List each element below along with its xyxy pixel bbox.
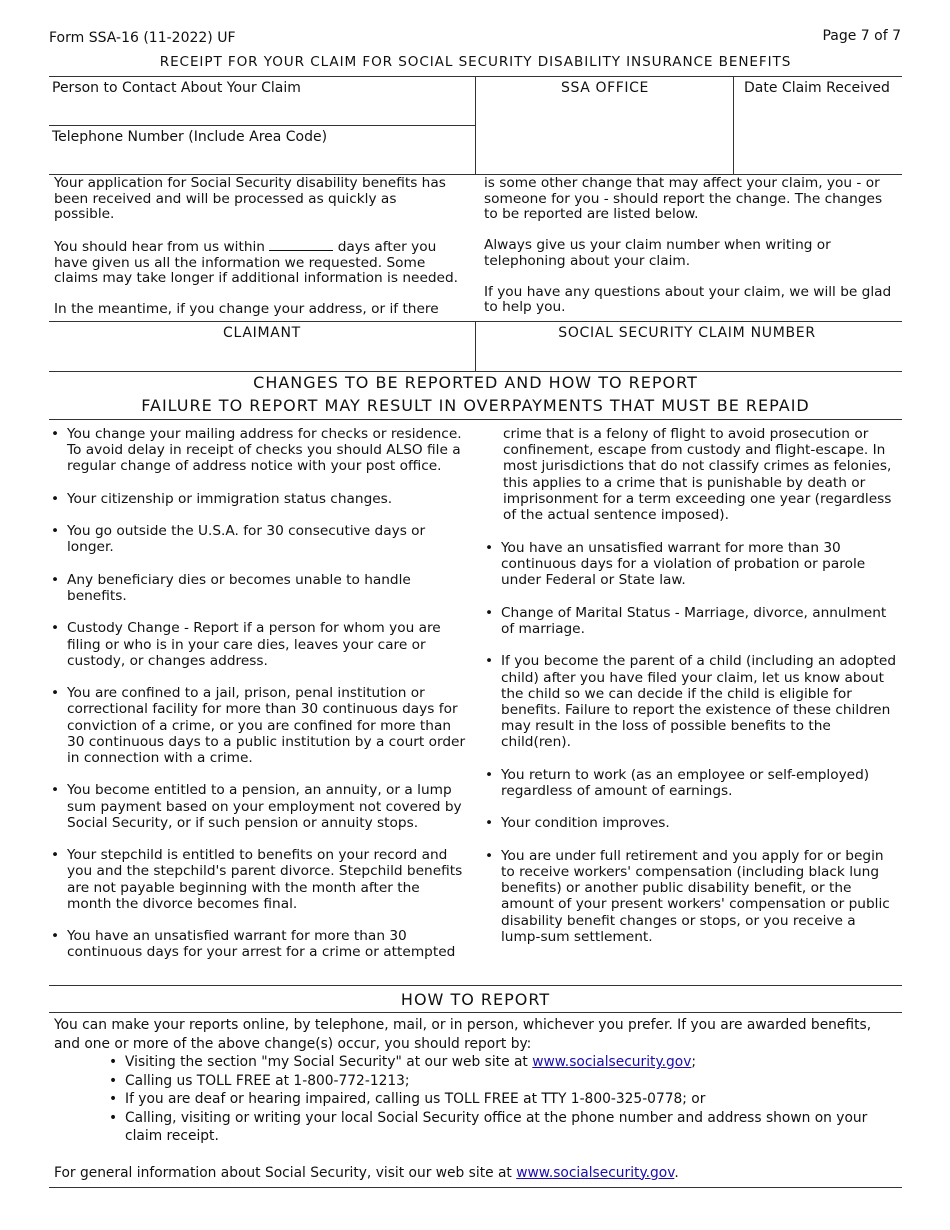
bullet: • bbox=[485, 815, 494, 832]
change-item-text: You go outside the U.S.A. for 30 consecutive days or longer. bbox=[67, 523, 426, 556]
bullet: • bbox=[485, 540, 494, 556]
bullet: • bbox=[51, 620, 60, 637]
change-item-text: You become entitled to a pension, an annuity, or a lump sum payment based on your employment not covered by Social Security, or if such pension or annuity stops. bbox=[67, 782, 462, 831]
divider bbox=[49, 125, 476, 126]
spacer bbox=[54, 1146, 900, 1164]
receipt-paragraph bbox=[54, 238, 459, 287]
receipt-paragraph: Your application for Social Security disability benefits has been received and will be processed as quickly as possible. bbox=[54, 175, 446, 222]
change-item-text: You have an unsatisfied warrant for more than 30 continuous days for a violation of probation or parole under Federal or State law. bbox=[501, 540, 866, 589]
change-item-text: Your condition improves. bbox=[501, 815, 670, 832]
bullet: • bbox=[109, 1072, 118, 1089]
bullet: • bbox=[51, 782, 60, 799]
change-item bbox=[484, 815, 898, 831]
change-item-text: You are under full retirement and you apply for or begin to receive workers' compensation (including black lung benefits) or another public disability benefit, or the amount of your present workers' compensation or public disability benefit changes or stops, or you receive a lump-sum settlement. bbox=[501, 847, 890, 945]
page-number: Page 7 of 7 bbox=[822, 28, 901, 44]
change-item-text: You are confined to a jail, prison, penal institution or correctional facility for more than 30 continuous days for conviction of a crime, or you are confined for more than 30 continuous days to a public institution by a court order in connection with a crime. bbox=[67, 685, 466, 766]
bullet: • bbox=[485, 847, 494, 864]
report-method-text: If you are deaf or hearing impaired, calling us TOLL FREE at TTY 1-800-325-0778; or bbox=[125, 1091, 706, 1107]
change-item bbox=[50, 426, 468, 475]
general-info-text: For general information about Social Security, visit our web site at bbox=[54, 1164, 517, 1181]
how-to-report-body bbox=[54, 1016, 900, 1182]
punctuation: . bbox=[674, 1164, 679, 1181]
report-method-item bbox=[109, 1109, 900, 1146]
change-item bbox=[484, 653, 898, 750]
change-item-text: You change your mailing address for checks or residence. To avoid delay in receipt of checks you should ALSO file a regular change of address notice with your post office. bbox=[67, 426, 462, 475]
receipt-text: days after you have given us all the information we requested. Some claims may take longer if additional information is needed. bbox=[54, 239, 459, 286]
divider bbox=[49, 371, 902, 372]
how-intro: You can make your reports online, by telephone, mail, or in person, whichever you prefer. If you are awarded benefits, and one or more of the above change(s) occur, you should report by: bbox=[54, 1017, 872, 1052]
receipt-text: You should hear from us within bbox=[54, 239, 265, 255]
receipt-title: RECEIPT FOR YOUR CLAIM FOR SOCIAL SECURITY DISABILITY INSURANCE BENEFITS bbox=[159, 54, 792, 70]
receipt-paragraph: is some other change that may affect your claim, you - or someone for you - should report the change. The changes to be reported are listed below. bbox=[484, 175, 883, 222]
report-method-text: Calling, visiting or writing your local Social Security office at the phone number and address shown on your claim receipt. bbox=[125, 1109, 868, 1144]
changes-title: CHANGES TO BE REPORTED AND HOW TO REPORT bbox=[253, 373, 698, 392]
days-blank-field[interactable] bbox=[269, 238, 333, 251]
divider bbox=[49, 1187, 902, 1188]
change-item bbox=[484, 540, 898, 589]
report-method-item bbox=[109, 1090, 900, 1109]
bullet: • bbox=[51, 847, 60, 864]
bullet: • bbox=[485, 604, 494, 621]
report-methods-list bbox=[54, 1053, 900, 1146]
report-method-text: Calling us TOLL FREE at 1-800-772-1213; bbox=[125, 1072, 410, 1089]
bullet: • bbox=[109, 1054, 118, 1070]
report-method-item bbox=[109, 1072, 900, 1091]
report-method-item bbox=[109, 1053, 900, 1072]
receipt-paragraph: In the meantime, if you change your address, or if there bbox=[54, 301, 439, 317]
bullet: • bbox=[485, 766, 494, 783]
divider bbox=[49, 985, 902, 986]
form-id: Form SSA-16 (11-2022) UF bbox=[49, 30, 236, 46]
receipt-left-text bbox=[54, 176, 459, 333]
change-item-text: You have an unsatisfied warrant for more than 30 continuous days for your arrest for a crime or attempted bbox=[67, 928, 456, 961]
bullet: • bbox=[51, 571, 60, 588]
divider bbox=[49, 419, 902, 420]
punctuation: ; bbox=[691, 1054, 697, 1070]
change-item-text: Any beneficiary dies or becomes unable to handle benefits. bbox=[67, 571, 411, 604]
change-item bbox=[50, 523, 468, 555]
bullet: • bbox=[485, 653, 494, 670]
change-item-text: Your citizenship or immigration status changes. bbox=[67, 490, 393, 507]
bullet: • bbox=[51, 928, 60, 945]
change-item-text: Change of Marital Status - Marriage, divorce, annulment of marriage. bbox=[501, 604, 887, 637]
general-info bbox=[54, 1164, 900, 1183]
ssa-office-label: SSA OFFICE bbox=[561, 80, 649, 96]
change-item bbox=[484, 605, 898, 637]
socialsecurity-link[interactable]: www.socialsecurity.gov bbox=[532, 1054, 692, 1070]
divider bbox=[49, 1012, 902, 1013]
change-item bbox=[50, 572, 468, 604]
bullet: • bbox=[109, 1109, 118, 1126]
change-item bbox=[50, 847, 468, 912]
change-item bbox=[484, 767, 898, 799]
change-item bbox=[484, 848, 898, 945]
divider bbox=[733, 76, 734, 174]
change-item-text: You return to work (as an employee or self-employed) regardless of amount of earnings. bbox=[501, 766, 870, 799]
changes-continuation: crime that is a felony of flight to avoid prosecution or confinement, escape from custody and flight-escape. In most jurisdictions that do not classify crimes as felonies, this applies to a crime that is punishable by death or imprisonment for a term exceeding one year (regardless of the actual sentence imposed). bbox=[503, 426, 892, 524]
claimant-label: CLAIMANT bbox=[223, 325, 301, 341]
bullet: • bbox=[109, 1091, 118, 1107]
how-to-report-title: HOW TO REPORT bbox=[400, 990, 551, 1009]
person-to-contact-label: Person to Contact About Your Claim bbox=[52, 80, 301, 96]
change-item-text: Custody Change - Report if a person for whom you are filing or who is in your care dies, leaves your care or custody, or changes address. bbox=[67, 620, 441, 669]
overpayment-warning: FAILURE TO REPORT MAY RESULT IN OVERPAYMENTS THAT MUST BE REPAID bbox=[141, 396, 810, 415]
claim-number-label: SOCIAL SECURITY CLAIM NUMBER bbox=[558, 325, 816, 341]
receipt-right-text bbox=[484, 176, 892, 331]
report-method-text: Visiting the section "my Social Security" at our web site at bbox=[125, 1054, 533, 1070]
bullet: • bbox=[51, 490, 60, 507]
change-item bbox=[50, 928, 468, 960]
bullet: • bbox=[51, 426, 60, 442]
telephone-label: Telephone Number (Include Area Code) bbox=[52, 129, 328, 145]
receipt-paragraph: If you have any questions about your claim, we will be glad to help you. bbox=[484, 283, 892, 315]
bullet: • bbox=[51, 685, 60, 702]
receipt-paragraph: Always give us your claim number when writing or telephoning about your claim. bbox=[484, 237, 831, 269]
socialsecurity-link-footer[interactable]: www.socialsecurity.gov bbox=[516, 1164, 675, 1181]
change-item bbox=[50, 620, 468, 669]
change-item-text: Your stepchild is entitled to benefits on your record and you and the stepchild's parent divorce. Stepchild benefits are not payable beginning with the month after the month the divorce becomes final. bbox=[67, 847, 463, 912]
bullet: • bbox=[51, 523, 60, 540]
changes-list-right bbox=[484, 540, 898, 961]
date-claim-received-label: Date Claim Received bbox=[744, 80, 890, 96]
change-item bbox=[50, 685, 468, 766]
change-item bbox=[50, 782, 468, 831]
change-item-text: If you become the parent of a child (including an adopted child) after you have filed your claim, let us know about the child so we can decide if the child is eligible for benefits. Failure to report the existence of these children may result in the loss of possible benefits to the child(ren). bbox=[501, 653, 897, 751]
change-item bbox=[50, 491, 468, 507]
changes-list-left bbox=[50, 426, 468, 977]
